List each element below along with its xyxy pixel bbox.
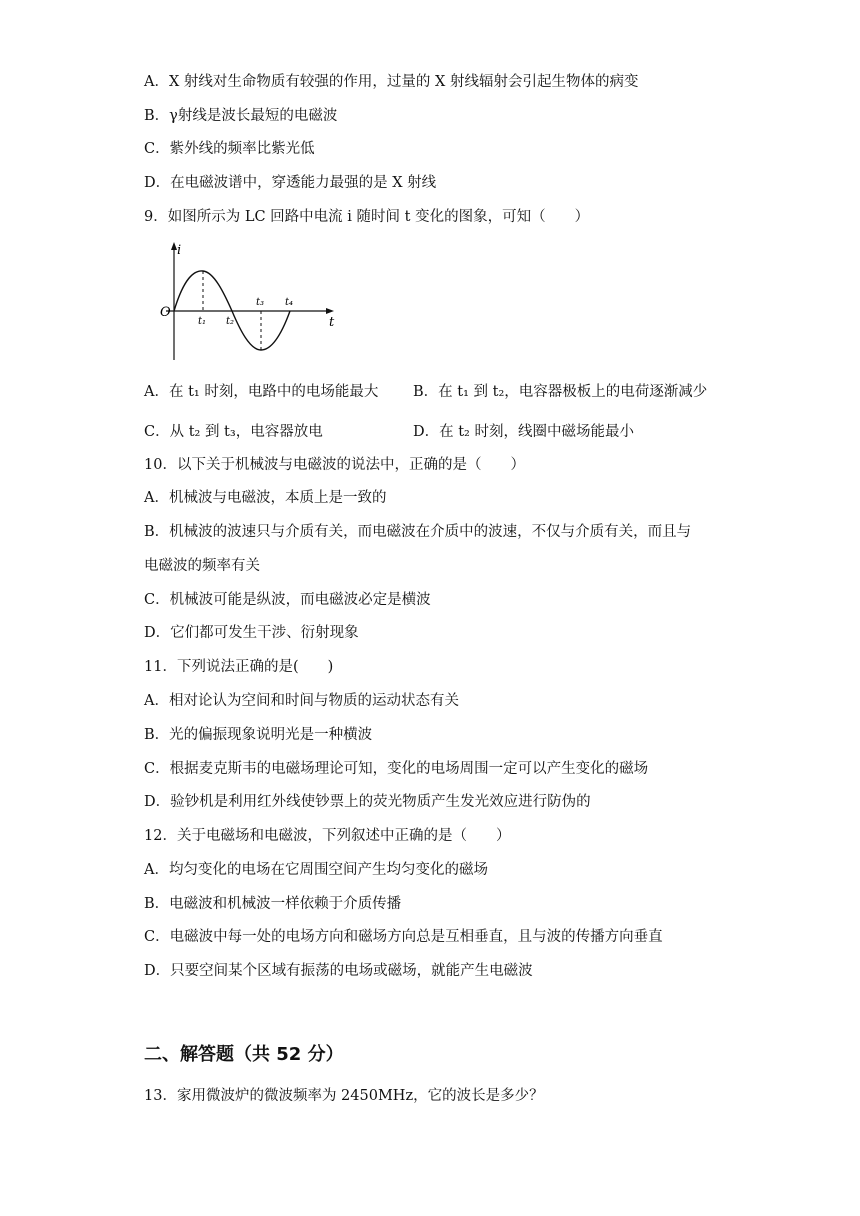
q10-stem: 10．以下关于机械波与电磁波的说法中，正确的是（ ） [144,457,525,473]
q11-option-b: B．光的偏振现象说明光是一种横波 [144,727,373,743]
q10-option-c: C．机械波可能是纵波，而电磁波必定是横波 [144,592,431,608]
q11-option-d: D．验钞机是利用红外线使钞票上的荧光物质产生发光效应进行防伪的 [144,794,591,810]
q12-option-d: D．只要空间某个区域有振荡的电场或磁场，就能产生电磁波 [144,963,533,979]
q9-option-b: B．在 t₁ 到 t₂，电容器极板上的电荷逐渐减少 [413,384,708,400]
q9-stem: 9．如图所示为 LC 回路中电流 i 随时间 t 变化的图象，可知（ ） [144,209,590,225]
q9-option-a: A．在 t₁ 时刻，电路中的电场能最大 [144,384,379,400]
q12-option-a: A．均匀变化的电场在它周围空间产生均匀变化的磁场 [144,862,488,878]
q8-option-c: C．紫外线的频率比紫光低 [144,141,315,157]
axis-x-label: t [329,315,335,330]
origin-label: O [160,305,171,320]
q10-option-a: A．机械波与电磁波，本质上是一致的 [144,490,387,506]
q12-option-b: B．电磁波和机械波一样依赖于介质传播 [144,896,402,912]
q11-option-c: C．根据麦克斯韦的电磁场理论可知，变化的电场周围一定可以产生变化的磁场 [144,761,649,777]
q11-option-a: A．相对论认为空间和时间与物质的运动状态有关 [144,693,459,709]
q13-stem: 13．家用微波炉的微波频率为 2450MHz，它的波长是多少？ [144,1088,544,1104]
tick-t3: t₃ [256,297,265,308]
q8-option-a: A．X 射线对生命物质有较强的作用，过量的 X 射线辐射会引起生物体的病变 [144,74,639,90]
q10-option-d: D．它们都可发生干涉、衍射现象 [144,625,359,641]
section-title: 二、解答题（共 52 分） [144,1044,344,1065]
q9-option-d: D．在 t₂ 时刻，线圈中磁场能最小 [413,424,634,440]
tick-t2: t₂ [226,316,235,327]
lc-current-graph [144,238,344,363]
q10-option-b-cont: 电磁波的频率有关 [144,558,260,574]
q9-option-c: C．从 t₂ 到 t₃，电容器放电 [144,424,323,440]
q11-stem: 11．下列说法正确的是( ) [144,659,334,675]
q8-option-d: D．在电磁波谱中，穿透能力最强的是 X 射线 [144,175,437,191]
tick-t1: t₁ [198,316,207,327]
q12-option-c: C．电磁波中每一处的电场方向和磁场方向总是互相垂直，且与波的传播方向垂直 [144,929,663,945]
q12-stem: 12．关于电磁场和电磁波，下列叙述中正确的是（ ） [144,828,511,844]
x-axis-arrow [326,308,334,314]
axis-y-label: i [177,243,182,258]
tick-t4: t₄ [285,297,294,308]
q8-option-b: B．γ射线是波长最短的电磁波 [144,108,338,124]
q10-option-b: B．机械波的波速只与介质有关，而电磁波在介质中的波速，不仅与介质有关，而且与 [144,524,692,540]
